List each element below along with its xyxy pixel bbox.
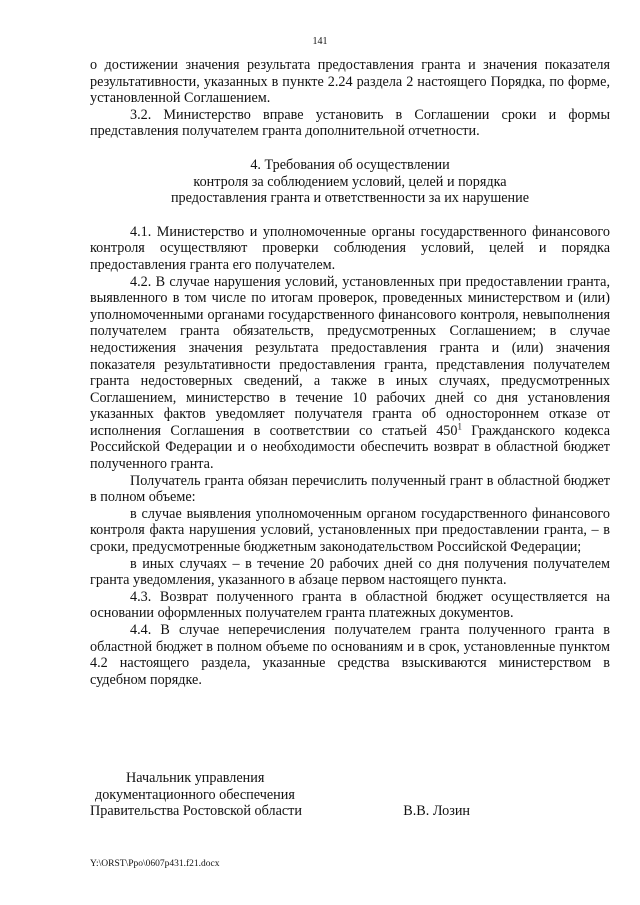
section-heading <box>90 157 610 207</box>
paragraph-case-other: в иных случаях – в течение 20 рабочих дней со дня получения получателем гранта уведомления, указанного в абзаце первом настоящего пункта. <box>90 555 610 589</box>
paragraph-4-4: 4.4. В случае неперечисления получателем гранта полученного гранта в областной бюджет в полном объеме по основаниям и в срок, установленные пунктом 4.2 настоящего раздела, указанные средства взыскиваются министерством в судебном порядке. <box>90 622 610 688</box>
paragraph-case-violation: в случае выявления уполномоченным органом государственного финансового контроля факта нарушения условий, установленных при предоставлении гранта, – в сроки, предусмотренные бюджетным законодательством Российской Федерации; <box>90 505 610 556</box>
heading-line-2: контроля за соблюдением условий, целей и порядка <box>193 173 507 190</box>
document-body <box>90 57 610 688</box>
paragraph-obligation: Получатель гранта обязан перечислить полученный грант в областной бюджет в полном объеме: <box>90 472 610 506</box>
paragraph-4-1: 4.1. Министерство и уполномоченные органы государственного финансового контроля осуществляют проверки соблюдения условий, целей и порядка предоставления гранта его получателем. <box>90 223 610 273</box>
signature-row <box>90 803 470 820</box>
signature-block <box>90 770 610 820</box>
paragraph-4-3: 4.3. Возврат полученного гранта в областной бюджет осуществляется на основании оформленных получателем гранта платежных документов. <box>90 588 610 622</box>
signatory-name: В.В. Лозин <box>403 803 470 820</box>
heading-line-1: 4. Требования об осуществлении <box>250 156 450 173</box>
paragraph-4-2 <box>90 274 610 473</box>
paragraph-continuation: о достижении значения результата предоставления гранта и значения показателя результативности, указанных в пункте 2.24 раздела 2 настоящего Порядка, по форме, установленной Соглашением. <box>90 57 610 107</box>
paragraph-4-2-text: 4.2. В случае нарушения условий, установленных при предоставлении гранта, выявленного в том числе по итогам проверок, проведенных министерством и (или) уполномоченными органами государственного финансового контроля, невыполнения получателем гранта обязательств, предусмотренных Соглашением; в случае недостижения значения результата предоставления гранта и (или) значения показателя результативности предоставления гранта, представления получателем гранта недостоверных сведений, а также в иных случаях, предусмотренных Соглашением, министерство в течение 10 рабочих дней со дня установления указанных фактов уведомляет получателя гранта об одностороннем отказе от исполнения Соглашения в соответствии со статьей 450 <box>90 273 610 439</box>
signature-title-line-3: Правительства Ростовской области <box>90 803 302 820</box>
signature-title-line-1: Начальник управления <box>126 770 265 786</box>
paragraph-3-2: 3.2. Министерство вправе установить в Соглашении сроки и формы представления получателем гранта дополнительной отчетности. <box>90 106 610 140</box>
article-superscript: 1 <box>457 421 462 432</box>
signature-title-line-2: документационного обеспечения <box>95 786 295 803</box>
page-number: 141 <box>312 36 328 47</box>
paragraph-4-2-text-end: Гражданского кодекса Российской Федерации и о необходимости обеспечить возврат в областной бюджет полученного гранта. <box>90 422 610 473</box>
heading-line-3: предоставления гранта и ответственности за их нарушение <box>170 190 530 207</box>
file-path-footer: Y:\ORST\Ppo\0607p431.f21.docx <box>90 859 220 869</box>
